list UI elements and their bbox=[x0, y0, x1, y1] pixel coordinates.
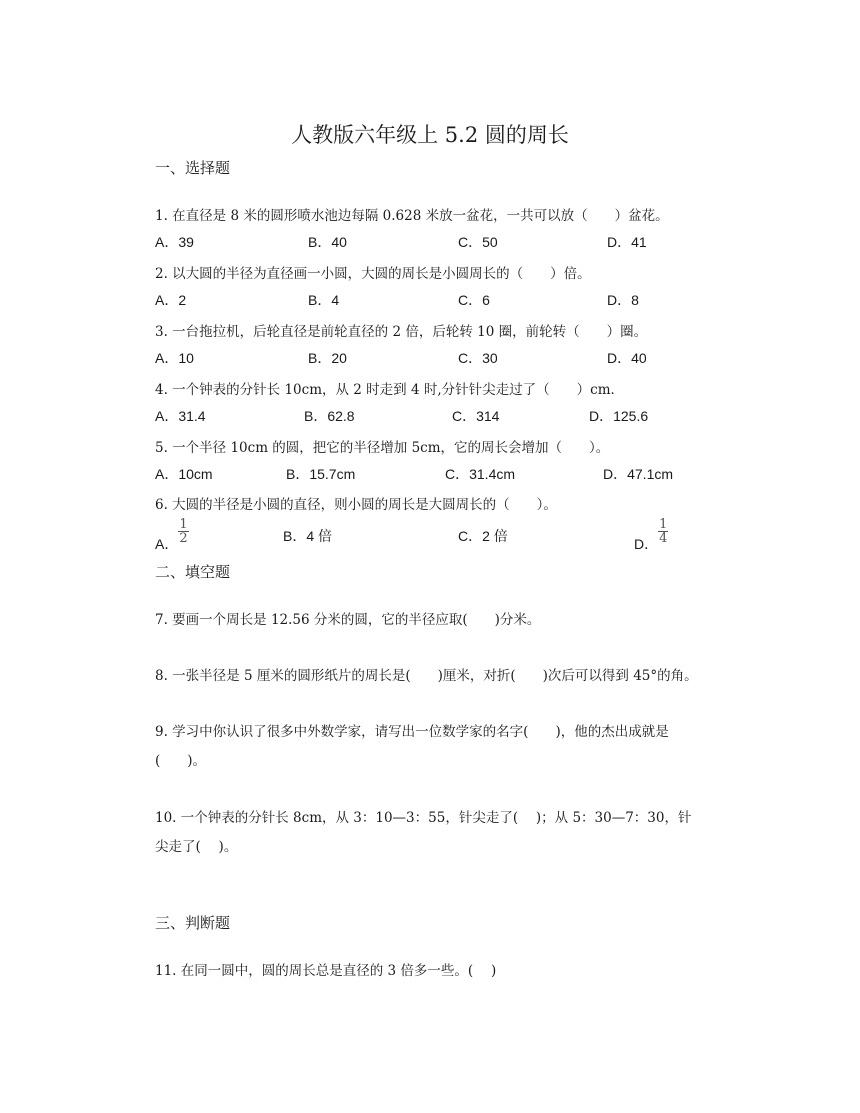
question-2-option-b: B．4 bbox=[308, 292, 340, 308]
question-3-text: 3. 一台拖拉机，后轮直径是前轮直径的 2 倍，后轮转 10 圈，前轮转（ ）圈。 bbox=[155, 324, 648, 340]
question-6-option-d bbox=[634, 518, 668, 554]
fraction-numerator: 1 bbox=[659, 517, 668, 532]
question-2-option-d: D．8 bbox=[607, 292, 639, 308]
question-5-option-d: D．47.1cm bbox=[603, 466, 674, 482]
question-9-text-line2: ( )。 bbox=[155, 753, 207, 769]
question-3-option-c: C．30 bbox=[458, 350, 498, 366]
question-6-text: 6. 大圆的半径是小圆的直径，则小圆的周长是大圆周长的（ ）。 bbox=[155, 497, 557, 513]
question-7-text: 7. 要画一个周长是 12.56 分米的圆，它的半径应取( )分米。 bbox=[155, 612, 541, 628]
question-3-option-b: B．20 bbox=[308, 350, 347, 366]
question-1-text: 1. 在直径是 8 米的圆形喷水池边每隔 0.628 米放一盆花，一共可以放（ ）盆花。 bbox=[155, 208, 669, 224]
fraction-one-half bbox=[178, 518, 188, 545]
question-4-text: 4. 一个钟表的分针长 10cm，从 2 时走到 4 时,分针针尖走过了（ ）cm． bbox=[155, 382, 624, 398]
section-heading-choice: 一、选择题 bbox=[155, 159, 231, 177]
question-3-option-d: D．40 bbox=[607, 350, 647, 366]
question-1-option-c: C．50 bbox=[458, 234, 498, 250]
question-3-option-a: A．10 bbox=[155, 350, 194, 366]
question-4-option-d: D．125.6 bbox=[589, 408, 649, 424]
fraction-one-quarter bbox=[658, 518, 668, 545]
question-6-option-a-label: A． bbox=[155, 536, 179, 553]
page-title: 人教版六年级上 5.2 圆的周长 bbox=[291, 123, 569, 147]
section-heading-judge: 三、判断题 bbox=[155, 914, 231, 932]
question-10-text-line1: 10. 一个钟表的分针长 8cm，从 3：10—3：55，针尖走了( )；从 5：30—7：30，针 bbox=[155, 810, 692, 826]
question-4-option-c: C．314 bbox=[452, 408, 500, 424]
question-4-option-b: B．62.8 bbox=[304, 408, 355, 424]
question-2-option-a: A．2 bbox=[155, 292, 187, 308]
question-1-option-b: B．40 bbox=[308, 234, 347, 250]
question-2-text: 2. 以大圆的半径为直径画一小圆，大圆的周长是小圆周长的（ ）倍。 bbox=[155, 266, 591, 282]
question-6-option-c: C．2 倍 bbox=[458, 528, 508, 544]
question-9-text-line1: 9. 学习中你认识了很多中外数学家，请写出一位数学家的名字( )，他的杰出成就是 bbox=[155, 724, 669, 740]
question-5-option-a: A．10cm bbox=[155, 466, 213, 482]
question-10-text-line2: 尖走了( )。 bbox=[155, 839, 238, 855]
question-8-text: 8. 一张半径是 5 厘米的圆形纸片的周长是( )厘米，对折( )次后可以得到 45°的角。 bbox=[155, 668, 698, 684]
question-6-option-a bbox=[155, 518, 189, 554]
question-1-option-d: D．41 bbox=[607, 234, 647, 250]
question-4-option-a: A．31.4 bbox=[155, 408, 206, 424]
question-5-option-c: C．31.4cm bbox=[445, 466, 516, 482]
question-1-option-a: A．39 bbox=[155, 234, 194, 250]
question-11-text: 11. 在同一圆中，圆的周长总是直径的 3 倍多一些。( ) bbox=[155, 963, 497, 979]
question-2-option-c: C．6 bbox=[458, 292, 490, 308]
question-6-option-d-label: D． bbox=[634, 536, 659, 553]
question-5-text: 5. 一个半径 10cm 的圆，把它的半径增加 5cm，它的周长会增加（ ）。 bbox=[155, 440, 610, 456]
section-heading-fill: 二、填空题 bbox=[155, 563, 231, 581]
fraction-denominator: 4 bbox=[659, 531, 668, 546]
question-5-option-b: B．15.7cm bbox=[286, 466, 356, 482]
fraction-numerator: 1 bbox=[179, 517, 188, 532]
question-6-option-b: B．4 倍 bbox=[283, 528, 333, 544]
fraction-denominator: 2 bbox=[179, 531, 188, 546]
